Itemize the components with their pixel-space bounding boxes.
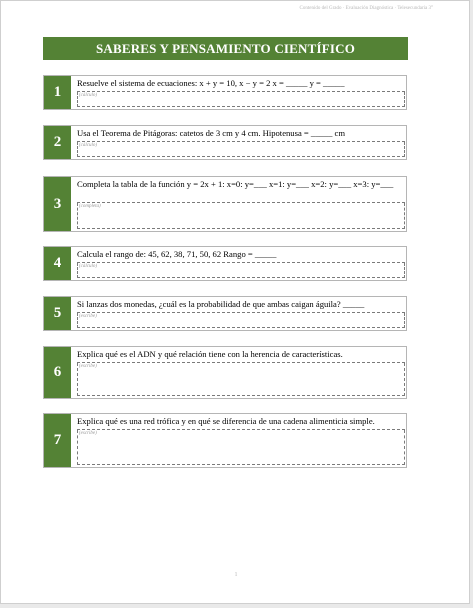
question-number: 7 <box>44 414 71 467</box>
answer-area[interactable] <box>77 203 405 229</box>
question-text: Calcula el rango de: 45, 62, 38, 71, 50, 62 Rango = _____ <box>77 249 277 259</box>
question-number: 3 <box>44 177 71 231</box>
answer-area[interactable] <box>77 313 405 328</box>
question-text: Explica qué es el ADN y qué relación tiene con la herencia de características. <box>77 349 343 359</box>
page-number: 1 <box>234 572 238 578</box>
question-number: 1 <box>44 76 71 109</box>
question-text: Completa la tabla de la función y = 2x + 1: x=0: y=___ x=1: y=___ x=2: y=___ x=3: y=___ <box>77 179 394 189</box>
answer-hint: (cálculo) <box>79 93 98 98</box>
question-text: Si lanzas dos monedas, ¿cuál es la probabilidad de que ambas caigan águila? _____ <box>77 299 365 309</box>
answer-hint: (escribe) <box>79 431 97 436</box>
question-text: Usa el Teorema de Pitágoras: catetos de 3 cm y 4 cm. Hipotenusa = _____ cm <box>77 128 346 138</box>
running-header: Contenido del Grado · Evaluación Diagnóstica · Telesecundaria 3° <box>299 6 433 11</box>
section-banner: SABERES Y PENSAMIENTO CIENTÍFICO <box>43 37 408 60</box>
answer-area[interactable] <box>77 92 405 107</box>
question-item-1 <box>43 75 407 110</box>
question-item-7 <box>43 413 407 468</box>
question-item-2 <box>43 125 407 160</box>
question-item-3 <box>43 176 407 232</box>
question-item-5 <box>43 296 407 331</box>
question-item-6 <box>43 346 407 399</box>
question-text: Resuelve el sistema de ecuaciones: x + y = 10, x − y = 2 x = _____ y = _____ <box>77 78 345 88</box>
answer-area[interactable] <box>77 263 405 278</box>
answer-hint: (cálculo) <box>79 143 98 148</box>
answer-hint: (escribe) <box>79 364 97 369</box>
answer-hint: (escribe) <box>79 314 97 319</box>
question-number: 4 <box>44 247 71 280</box>
answer-hint: (cálculo) <box>79 264 98 269</box>
question-number: 6 <box>44 347 71 398</box>
question-item-4 <box>43 246 407 281</box>
answer-area[interactable] <box>77 142 405 157</box>
question-number: 2 <box>44 126 71 159</box>
question-text: Explica qué es una red trófica y en qué se diferencia de una cadena alimenticia simple. <box>77 416 375 426</box>
question-number: 5 <box>44 297 71 330</box>
answer-area[interactable] <box>77 430 405 465</box>
answer-hint: (completa) <box>79 204 101 209</box>
answer-area[interactable] <box>77 363 405 396</box>
